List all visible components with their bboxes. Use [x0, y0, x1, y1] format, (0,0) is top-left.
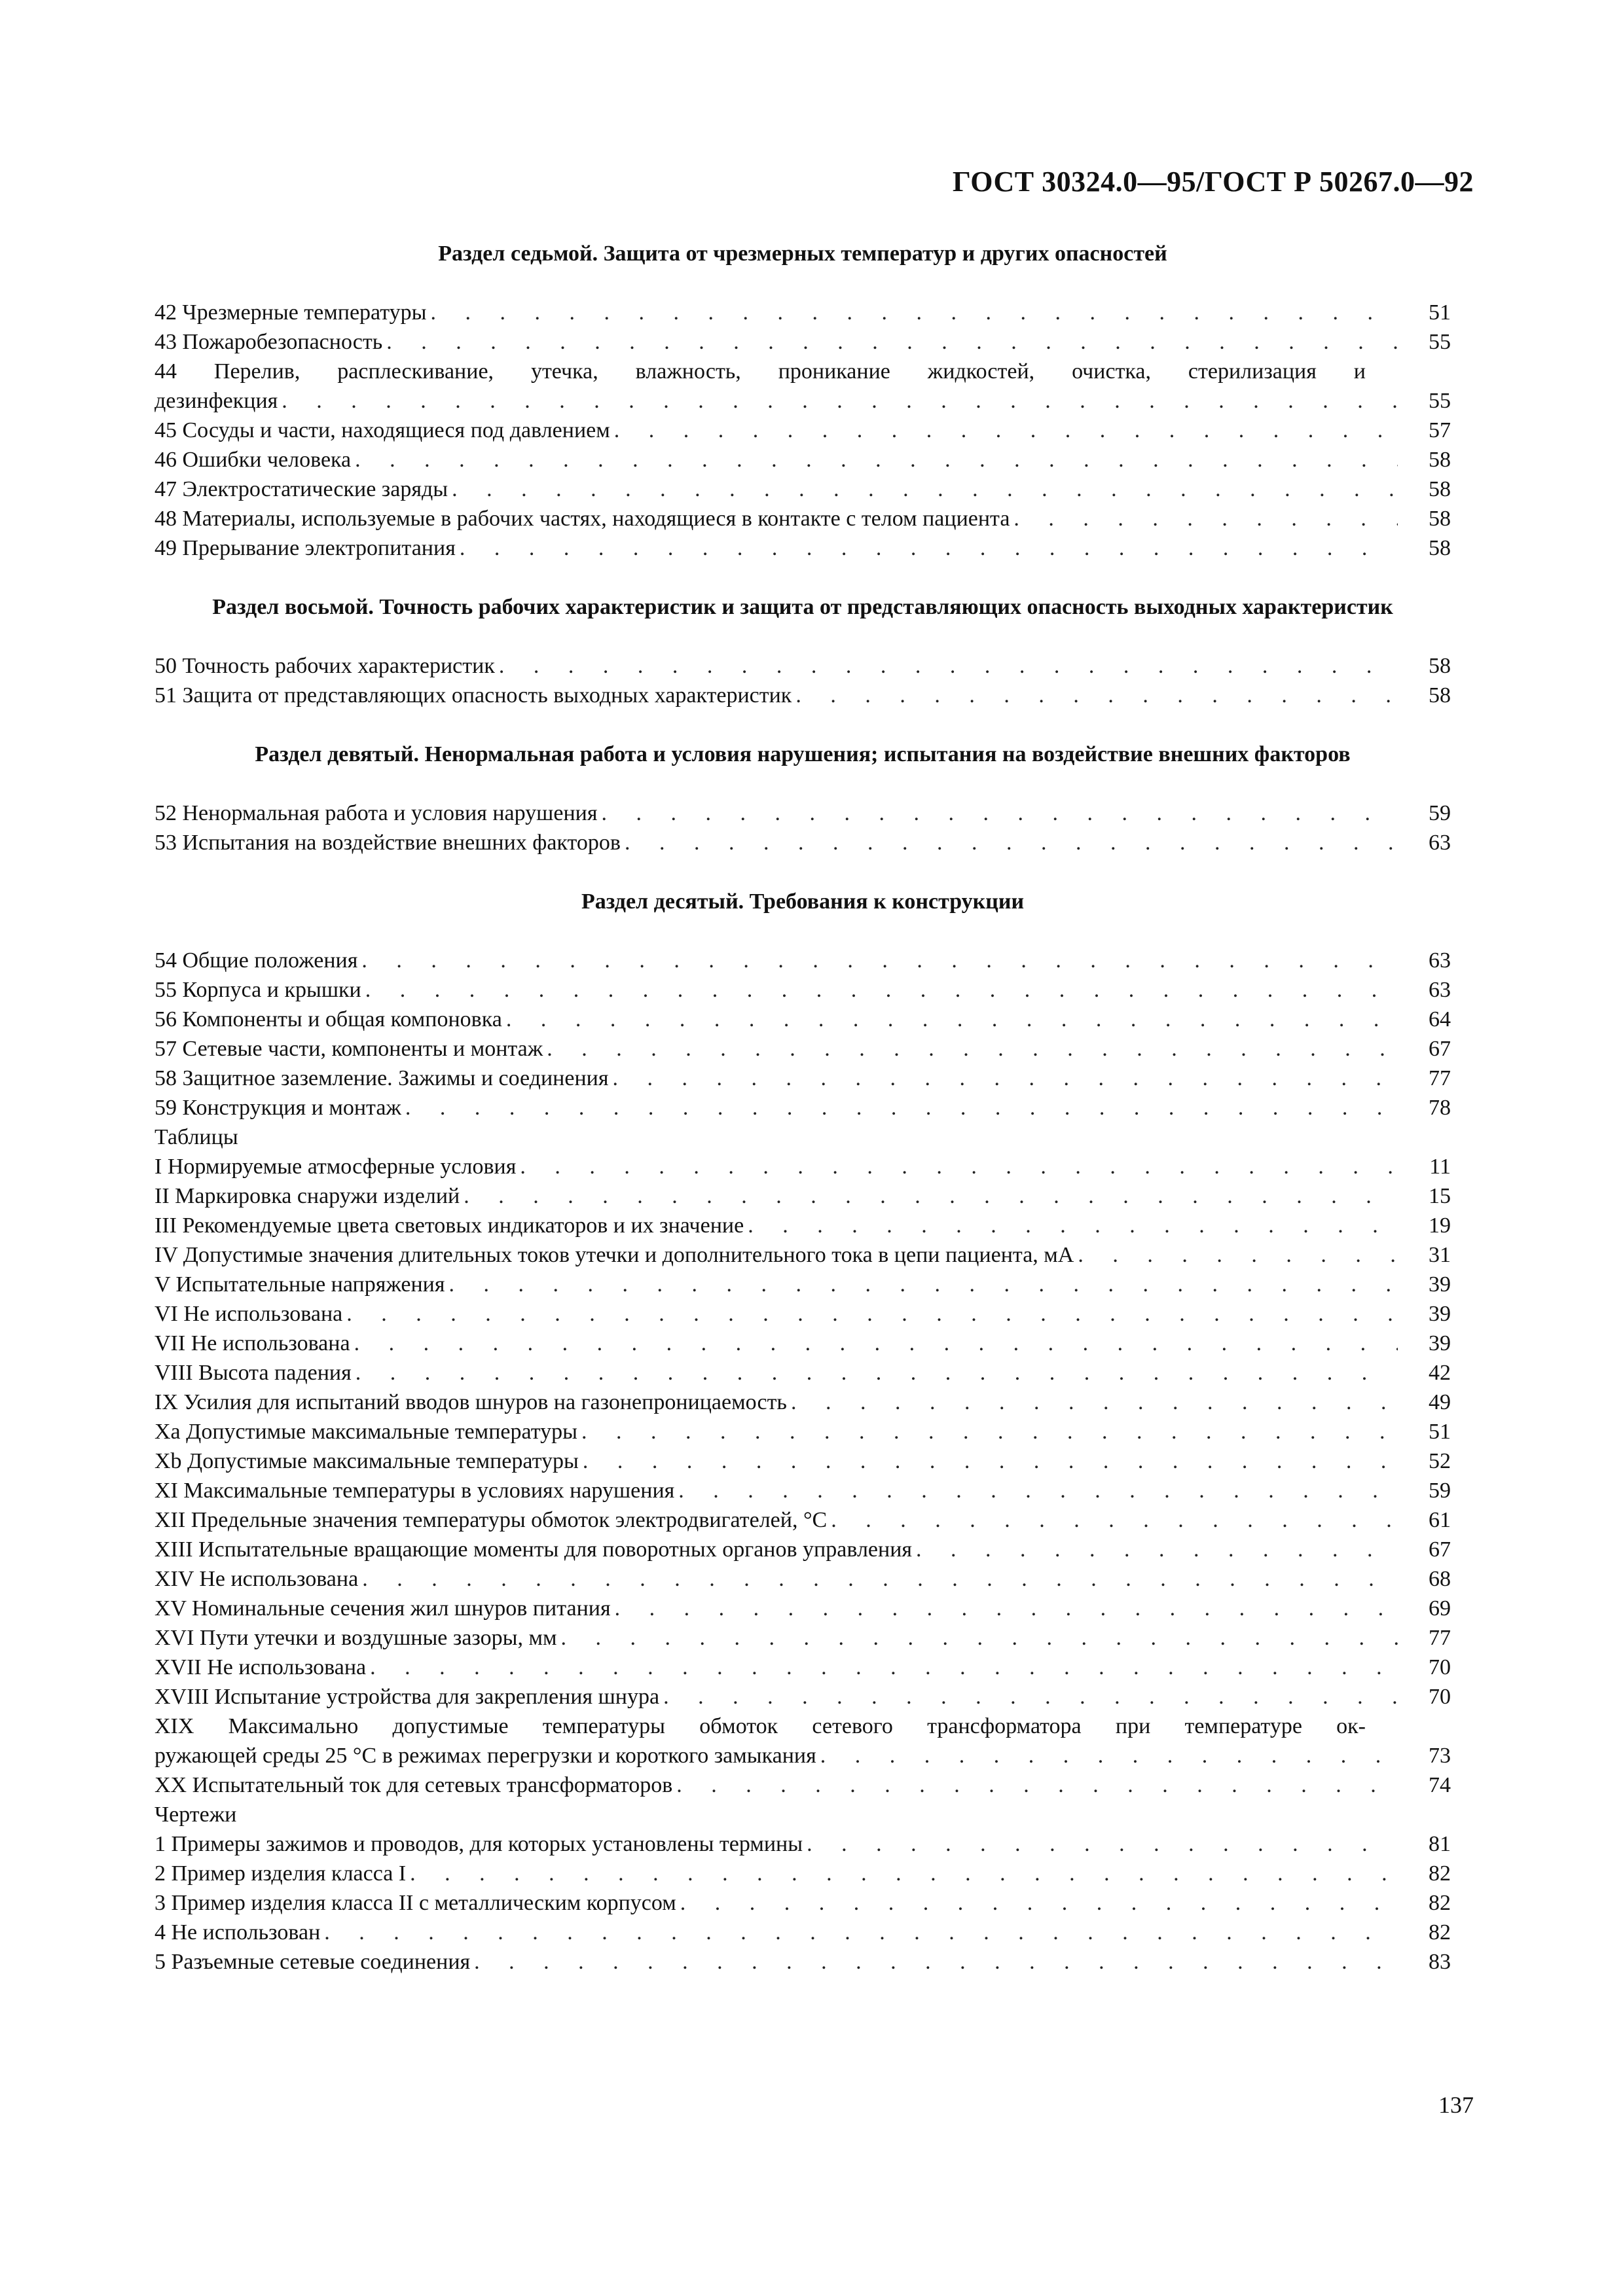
- toc-entry: [155, 1918, 1451, 1947]
- toc-page-number: 69: [1429, 1596, 1451, 1621]
- toc-entry-label: XVIII Испытание устройства для закрепления шнура: [155, 1685, 660, 1709]
- toc-page-number: 82: [1429, 1891, 1451, 1915]
- dot-leader: [506, 1005, 1398, 1034]
- dot-leader: [748, 1211, 1398, 1240]
- toc-entry: [155, 1358, 1451, 1388]
- toc-entry: [155, 416, 1451, 445]
- section-entries: [155, 298, 1451, 563]
- toc-entry-label: IV Допустимые значения длительных токов утечки и дополнительного тока в цепи пациента, мА: [155, 1243, 1074, 1267]
- table-of-contents: [155, 239, 1451, 1977]
- toc-page-number: 49: [1429, 1390, 1451, 1414]
- toc-entry-label: II Маркировка снаружи изделий: [155, 1184, 460, 1208]
- dot-leader: [370, 1653, 1398, 1682]
- toc-entry: [155, 1240, 1451, 1270]
- toc-entry: [155, 798, 1451, 828]
- toc-page-number: 81: [1429, 1832, 1451, 1856]
- toc-page-number: 58: [1429, 536, 1451, 560]
- toc-page-number: 82: [1429, 1861, 1451, 1886]
- toc-page-number: 59: [1429, 801, 1451, 825]
- dot-leader: [362, 1564, 1398, 1594]
- toc-page-number: 55: [1429, 330, 1451, 354]
- toc-entry: [155, 1064, 1451, 1093]
- toc-entry-label: 47 Электростатические заряды: [155, 477, 448, 501]
- toc-entry-label: Xa Допустимые максимальные температуры: [155, 1420, 577, 1444]
- section-entries: [155, 946, 1451, 1122]
- section-7: [155, 239, 1451, 563]
- section-entries: [155, 651, 1451, 710]
- toc-entry-label: 43 Пожаробезопасность: [155, 330, 383, 354]
- toc-entry: [155, 1005, 1451, 1034]
- dot-leader: [410, 1859, 1398, 1888]
- page-number: 137: [1438, 2092, 1474, 2118]
- toc-page-number: 82: [1429, 1920, 1451, 1945]
- toc-entry: [155, 946, 1451, 975]
- toc-entry: [155, 1712, 1451, 1770]
- toc-page-number: 39: [1429, 1302, 1451, 1326]
- tables-heading: Таблицы: [155, 1125, 238, 1149]
- tables-list: [155, 1122, 1451, 1800]
- toc-entry: [155, 828, 1451, 857]
- section-title: Раздел седьмой. Защита от чрезмерных температур и других опасностей: [438, 242, 1167, 266]
- toc-page-number: 42: [1429, 1361, 1451, 1385]
- toc-entry-label: 55 Корпуса и крышки: [155, 978, 361, 1002]
- section-title: Раздел восьмой. Точность рабочих характеристик и защита от представляющих опасность выходных характеристик: [212, 595, 1393, 619]
- toc-page-number: 51: [1429, 300, 1451, 325]
- toc-entry: [155, 1947, 1451, 1977]
- toc-entry-label: XVI Пути утечки и воздушные зазоры, мм: [155, 1626, 557, 1650]
- dot-leader: [346, 1299, 1398, 1329]
- toc-page-number: 74: [1429, 1773, 1451, 1797]
- toc-entry: [155, 1152, 1451, 1181]
- toc-entry-label: ружающей среды 25 °С в режимах перегрузки и короткого замыкания: [155, 1744, 816, 1768]
- dot-leader: [324, 1918, 1398, 1947]
- toc-entry-label: 57 Сетевые части, компоненты и монтаж: [155, 1037, 543, 1061]
- dot-leader: [791, 1388, 1398, 1417]
- toc-entry: [155, 445, 1451, 475]
- dot-leader: [464, 1181, 1398, 1211]
- dot-leader: [612, 1064, 1398, 1093]
- dot-leader: [676, 1770, 1398, 1800]
- toc-page-number: 58: [1429, 448, 1451, 472]
- toc-entry-label: VIII Высота падения: [155, 1361, 352, 1385]
- toc-entry-label: 49 Прерывание электропитания: [155, 536, 456, 560]
- dot-leader: [561, 1623, 1398, 1653]
- toc-page-number: 58: [1429, 477, 1451, 501]
- toc-entry-label: XX Испытательный ток для сетевых трансформаторов: [155, 1773, 673, 1797]
- toc-entry: [155, 298, 1451, 327]
- toc-entry-label: XV Номинальные сечения жил шнуров питания: [155, 1596, 611, 1621]
- toc-entry-label: 48 Материалы, используемые в рабочих частях, находящиеся в контакте с телом пациента: [155, 507, 1010, 531]
- dot-leader: [820, 1741, 1398, 1770]
- toc-page-number: 68: [1429, 1567, 1451, 1591]
- dot-leader: [361, 946, 1398, 975]
- toc-entry-label: VII Не использована: [155, 1331, 350, 1355]
- toc-entry: [155, 1093, 1451, 1122]
- dot-leader: [583, 1446, 1398, 1476]
- section-title: Раздел десятый. Требования к конструкции: [581, 889, 1025, 914]
- running-head: ГОСТ 30324.0—95/ГОСТ Р 50267.0—92: [952, 166, 1474, 198]
- dot-leader: [916, 1535, 1398, 1564]
- toc-page-number: 61: [1429, 1508, 1451, 1532]
- dot-leader: [547, 1034, 1398, 1064]
- toc-page-number: 67: [1429, 1537, 1451, 1562]
- dot-leader: [520, 1152, 1398, 1181]
- toc-entry-label: 56 Компоненты и общая компоновка: [155, 1007, 502, 1031]
- toc-page-number: 63: [1429, 948, 1451, 973]
- toc-entry: [155, 1594, 1451, 1623]
- toc-page-number: 39: [1429, 1331, 1451, 1355]
- toc-entry: [155, 1299, 1451, 1329]
- toc-page-number: 83: [1429, 1950, 1451, 1974]
- dot-leader: [1078, 1240, 1398, 1270]
- toc-entry: [155, 1417, 1451, 1446]
- toc-page-number: 63: [1429, 978, 1451, 1002]
- toc-entry: [155, 651, 1451, 681]
- dot-leader: [795, 681, 1398, 710]
- toc-entry-label: III Рекомендуемые цвета световых индикаторов и их значение: [155, 1213, 744, 1238]
- toc-entry: [155, 1388, 1451, 1417]
- dot-leader: [678, 1476, 1398, 1505]
- toc-entry: [155, 533, 1451, 563]
- dot-leader: [615, 1594, 1398, 1623]
- toc-entry-label: 54 Общие положения: [155, 948, 358, 973]
- toc-entry: [155, 1770, 1451, 1800]
- section-entries: [155, 798, 1451, 857]
- dot-leader: [431, 298, 1398, 327]
- dot-leader: [1013, 504, 1398, 533]
- toc-entry-label: I Нормируемые атмосферные условия: [155, 1155, 517, 1179]
- toc-entry: [155, 504, 1451, 533]
- toc-entry-label: 46 Ошибки человека: [155, 448, 352, 472]
- toc-entry: [155, 1329, 1451, 1358]
- dot-leader: [356, 1358, 1398, 1388]
- toc-entry: [155, 975, 1451, 1005]
- toc-entry-label: 5 Разъемные сетевые соединения: [155, 1950, 471, 1974]
- toc-page-number: 73: [1429, 1744, 1451, 1768]
- toc-page-number: 58: [1429, 654, 1451, 678]
- toc-entry: [155, 1623, 1451, 1653]
- dot-leader: [474, 1947, 1398, 1977]
- dot-leader: [452, 475, 1398, 504]
- dot-leader: [449, 1270, 1398, 1299]
- drawings-heading: Чертежи: [155, 1803, 237, 1827]
- toc-entry-label: 50 Точность рабочих характеристик: [155, 654, 495, 678]
- toc-page-number: 58: [1429, 683, 1451, 708]
- dot-leader: [680, 1888, 1398, 1918]
- toc-entry-label: V Испытательные напряжения: [155, 1272, 445, 1297]
- toc-entry-label: 59 Конструкция и монтаж: [155, 1096, 401, 1120]
- toc-entry-label: 45 Сосуды и части, находящиеся под давлением: [155, 418, 610, 442]
- toc-entry: [155, 357, 1451, 416]
- toc-page-number: 55: [1429, 389, 1451, 413]
- toc-entry-label: XI Максимальные температуры в условиях нарушения: [155, 1479, 675, 1503]
- toc-entry-label: XVII Не использована: [155, 1655, 367, 1679]
- toc-entry: [155, 1270, 1451, 1299]
- toc-entry-label: 53 Испытания на воздействие внешних факторов: [155, 831, 621, 855]
- toc-entry: [155, 1888, 1451, 1918]
- dot-leader: [663, 1682, 1398, 1712]
- toc-page-number: 63: [1429, 831, 1451, 855]
- toc-page-number: 58: [1429, 507, 1451, 531]
- toc-entry: [155, 1505, 1451, 1535]
- toc-page-number: 15: [1429, 1184, 1451, 1208]
- section-title: Раздел девятый. Ненормальная работа и условия нарушения; испытания на воздействие внешних факторов: [255, 742, 1351, 766]
- toc-entry-label: 51 Защита от представляющих опасность выходных характеристик: [155, 683, 792, 708]
- toc-page-number: 39: [1429, 1272, 1451, 1297]
- dot-leader: [355, 445, 1398, 475]
- toc-entry-label: 2 Пример изделия класса I: [155, 1861, 407, 1886]
- toc-entry-label: 3 Пример изделия класса II с металлическим корпусом: [155, 1891, 676, 1915]
- toc-page-number: 57: [1429, 418, 1451, 442]
- toc-entry-label: VI Не использована: [155, 1302, 343, 1326]
- toc-page-number: 31: [1429, 1243, 1451, 1267]
- toc-entry-label: Xb Допустимые максимальные температуры: [155, 1449, 579, 1473]
- toc-entry: [155, 1476, 1451, 1505]
- dot-leader: [625, 828, 1398, 857]
- toc-entry: [155, 681, 1451, 710]
- toc-entry-label: 42 Чрезмерные температуры: [155, 300, 427, 325]
- toc-page-number: 52: [1429, 1449, 1451, 1473]
- dot-leader: [460, 533, 1398, 563]
- dot-leader: [282, 386, 1398, 416]
- toc-entry: [155, 1034, 1451, 1064]
- toc-entry: [155, 1535, 1451, 1564]
- section-10: [155, 887, 1451, 1122]
- section-9: [155, 740, 1451, 857]
- toc-entry-label: 4 Не использован: [155, 1920, 321, 1945]
- toc-page-number: 64: [1429, 1007, 1451, 1031]
- toc-entry-label-line1: 44 Перелив, расплескивание, утечка, влажность, проникание жидкостей, очистка, стерилизация и: [155, 359, 1366, 384]
- dot-leader: [831, 1505, 1398, 1535]
- toc-page-number: 19: [1429, 1213, 1451, 1238]
- toc-entry-label-line1: XIX Максимально допустимые температуры обмоток сетевого трансформатора при температуре ок-: [155, 1714, 1366, 1738]
- toc-page-number: 77: [1429, 1626, 1451, 1650]
- toc-entry: [155, 475, 1451, 504]
- toc-entry-label: дезинфекция: [155, 389, 278, 413]
- toc-page-number: 70: [1429, 1685, 1451, 1709]
- toc-page-number: 59: [1429, 1479, 1451, 1503]
- dot-leader: [386, 327, 1398, 357]
- toc-entry: [155, 1829, 1451, 1859]
- toc-page-number: 67: [1429, 1037, 1451, 1061]
- toc-entry-label: IX Усилия для испытаний вводов шнуров на газонепроницаемость: [155, 1390, 787, 1414]
- dot-leader: [365, 975, 1398, 1005]
- toc-entry: [155, 1181, 1451, 1211]
- toc-entry: [155, 1859, 1451, 1888]
- dot-leader: [807, 1829, 1398, 1859]
- toc-entry-label: XIII Испытательные вращающие моменты для поворотных органов управления: [155, 1537, 913, 1562]
- toc-page-number: 77: [1429, 1066, 1451, 1090]
- toc-page-number: 51: [1429, 1420, 1451, 1444]
- dot-leader: [354, 1329, 1398, 1358]
- toc-entry: [155, 1446, 1451, 1476]
- toc-entry-label: XIV Не использована: [155, 1567, 359, 1591]
- toc-entry-label: 52 Ненормальная работа и условия нарушения: [155, 801, 598, 825]
- toc-entry: [155, 1682, 1451, 1712]
- dot-leader: [601, 798, 1398, 828]
- toc-page-number: 78: [1429, 1096, 1451, 1120]
- toc-entry-label: 1 Примеры зажимов и проводов, для которых установлены термины: [155, 1832, 803, 1856]
- drawings-list: [155, 1800, 1451, 1977]
- toc-entry-label: XII Предельные значения температуры обмоток электродвигателей, °С: [155, 1508, 828, 1532]
- toc-entry: [155, 327, 1451, 357]
- dot-leader: [405, 1093, 1398, 1122]
- dot-leader: [499, 651, 1398, 681]
- toc-entry: [155, 1211, 1451, 1240]
- toc-page-number: 70: [1429, 1655, 1451, 1679]
- dot-leader: [614, 416, 1398, 445]
- dot-leader: [581, 1417, 1398, 1446]
- toc-page-number: 11: [1429, 1155, 1451, 1179]
- section-8: [155, 592, 1451, 710]
- toc-entry-label: 58 Защитное заземление. Зажимы и соединения: [155, 1066, 609, 1090]
- toc-entry: [155, 1653, 1451, 1682]
- toc-entry: [155, 1564, 1451, 1594]
